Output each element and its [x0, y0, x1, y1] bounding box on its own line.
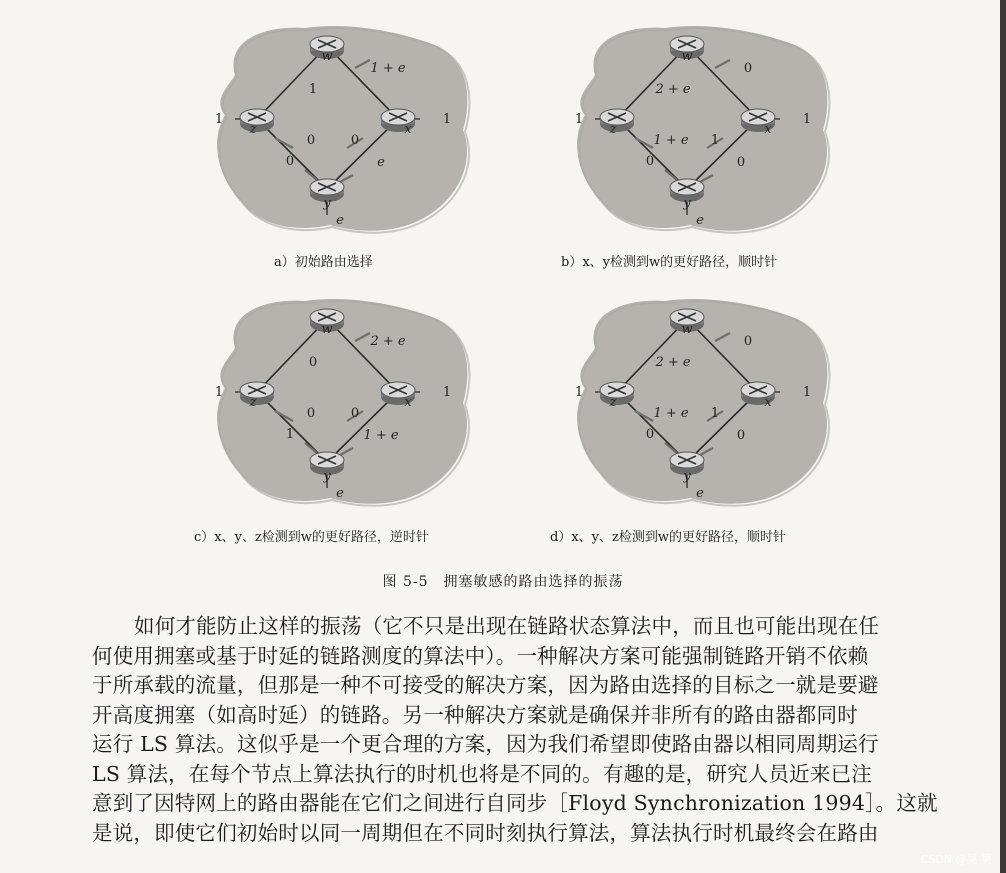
edge-label-wz: 0	[308, 355, 318, 370]
paragraph-line: LS 算法，在每个节点上算法执行的时机也将是不同的。有趣的是，研究人员近来已注	[92, 761, 872, 786]
paragraph-line: 是说，即使它们初始时以同一周期但在不同时刻执行算法，算法执行时机最终会在路由	[92, 820, 879, 845]
paragraph-line: 运行 LS 算法。这似乎是一个更合理的方案，因为我们希望即使路由器以相同周期运行	[92, 732, 879, 756]
network-diagram-c	[205, 293, 525, 528]
edge-label-zy_a: 0	[306, 133, 316, 148]
node-label-z: z	[249, 395, 257, 410]
edge-label-wx: 0	[743, 61, 753, 76]
caption-a: a）初始路由选择	[274, 255, 373, 270]
edge-label-wx: 0	[743, 334, 753, 349]
node-label-x: x	[404, 395, 412, 410]
ext-label-x: 1	[802, 112, 812, 127]
node-label-w: w	[681, 322, 693, 337]
ext-label-x: 1	[442, 112, 452, 127]
paragraph-line: 意到了因特网上的路由器能在它们之间进行自同步［Floyd Synchronization 1994］。这就	[92, 791, 938, 815]
node-label-x: x	[404, 122, 412, 137]
node-label-w: w	[681, 49, 693, 64]
edge-label-wz: 2 + e	[655, 355, 691, 370]
ext-label-y: e	[696, 486, 704, 501]
body-paragraph	[92, 612, 948, 848]
network-diagram-a	[205, 20, 525, 255]
edge-label-xy_b: 0	[736, 155, 746, 170]
edge-label-zy_b: 0	[645, 154, 655, 169]
figure-panel-c	[205, 293, 525, 528]
edge-label-wx: 1 + e	[370, 61, 406, 76]
network-diagram-d	[565, 293, 885, 528]
paragraph-line: 于所承载的流量，但那是一种不可接受的解决方案，因为路由选择的目标之一就是要避	[92, 673, 879, 697]
edge-label-xy_b: 1 + e	[363, 428, 399, 443]
node-label-w: w	[321, 322, 333, 337]
network-diagram-b	[565, 20, 885, 255]
edge-label-zy_a: 1 + e	[653, 133, 689, 148]
edge-label-wz: 2 + e	[655, 82, 691, 97]
edge-label-zy_b: 1	[285, 427, 295, 442]
node-label-y: y	[683, 196, 691, 211]
paragraph-line: 开高度拥塞（如高时延）的链路。另一种解决方案就是确保并非所有的路由器都同时	[92, 702, 858, 727]
watermark: CSDN @昊 昊	[920, 853, 992, 866]
caption-c: c）x、y、z检测到w的更好路径，逆时针	[194, 530, 429, 545]
ext-label-x: 1	[442, 385, 452, 400]
caption-b: b）x、y检测到w的更好路径，顺时针	[561, 255, 778, 270]
paragraph-line: 如何才能防止这样的振荡（它不只是出现在链路状态算法中，而且也可能出现在任	[134, 614, 880, 638]
node-label-z: z	[609, 122, 617, 137]
ext-label-y: e	[336, 213, 344, 228]
ext-label-x: 1	[802, 385, 812, 400]
ext-label-y: e	[696, 213, 704, 228]
figure-title: 图 5-5 拥塞敏感的路由选择的振荡	[382, 574, 624, 590]
ext-label-z: 1	[214, 112, 224, 127]
node-label-y: y	[323, 469, 331, 484]
node-label-x: x	[764, 122, 772, 137]
edge-label-xy_a: 1	[710, 133, 720, 148]
edge-label-xy_b: e	[377, 155, 385, 170]
edge-label-zy_b: 0	[285, 154, 295, 169]
node-label-z: z	[609, 395, 617, 410]
node-label-x: x	[764, 395, 772, 410]
edge-label-xy_a: 0	[350, 406, 360, 421]
ext-label-y: e	[336, 486, 344, 501]
node-label-w: w	[321, 49, 333, 64]
ext-label-z: 1	[574, 112, 584, 127]
figure-panel-a	[205, 20, 525, 255]
figure-panel-b	[565, 20, 885, 255]
edge-label-zy_a: 0	[306, 406, 316, 421]
edge-label-wx: 2 + e	[370, 334, 406, 349]
edge-label-zy_a: 1 + e	[653, 406, 689, 421]
paragraph-line: 何使用拥塞或基于时延的链路测度的算法中）。一种解决方案可能强制链路开销不依赖	[92, 643, 869, 668]
edge-label-xy_b: 0	[736, 428, 746, 443]
edge-label-zy_b: 0	[645, 427, 655, 442]
ext-label-z: 1	[574, 385, 584, 400]
edge-label-xy_a: 0	[350, 133, 360, 148]
caption-d: d）x、y、z检测到w的更好路径，顺时针	[550, 530, 786, 545]
node-label-z: z	[249, 122, 257, 137]
ext-label-z: 1	[214, 385, 224, 400]
edge-label-xy_a: 1	[710, 406, 720, 421]
edge-label-wz: 1	[308, 82, 318, 97]
scrollbar-edge	[1000, 0, 1006, 873]
node-label-y: y	[323, 196, 331, 211]
node-label-y: y	[683, 469, 691, 484]
figure-panel-d	[565, 293, 885, 528]
